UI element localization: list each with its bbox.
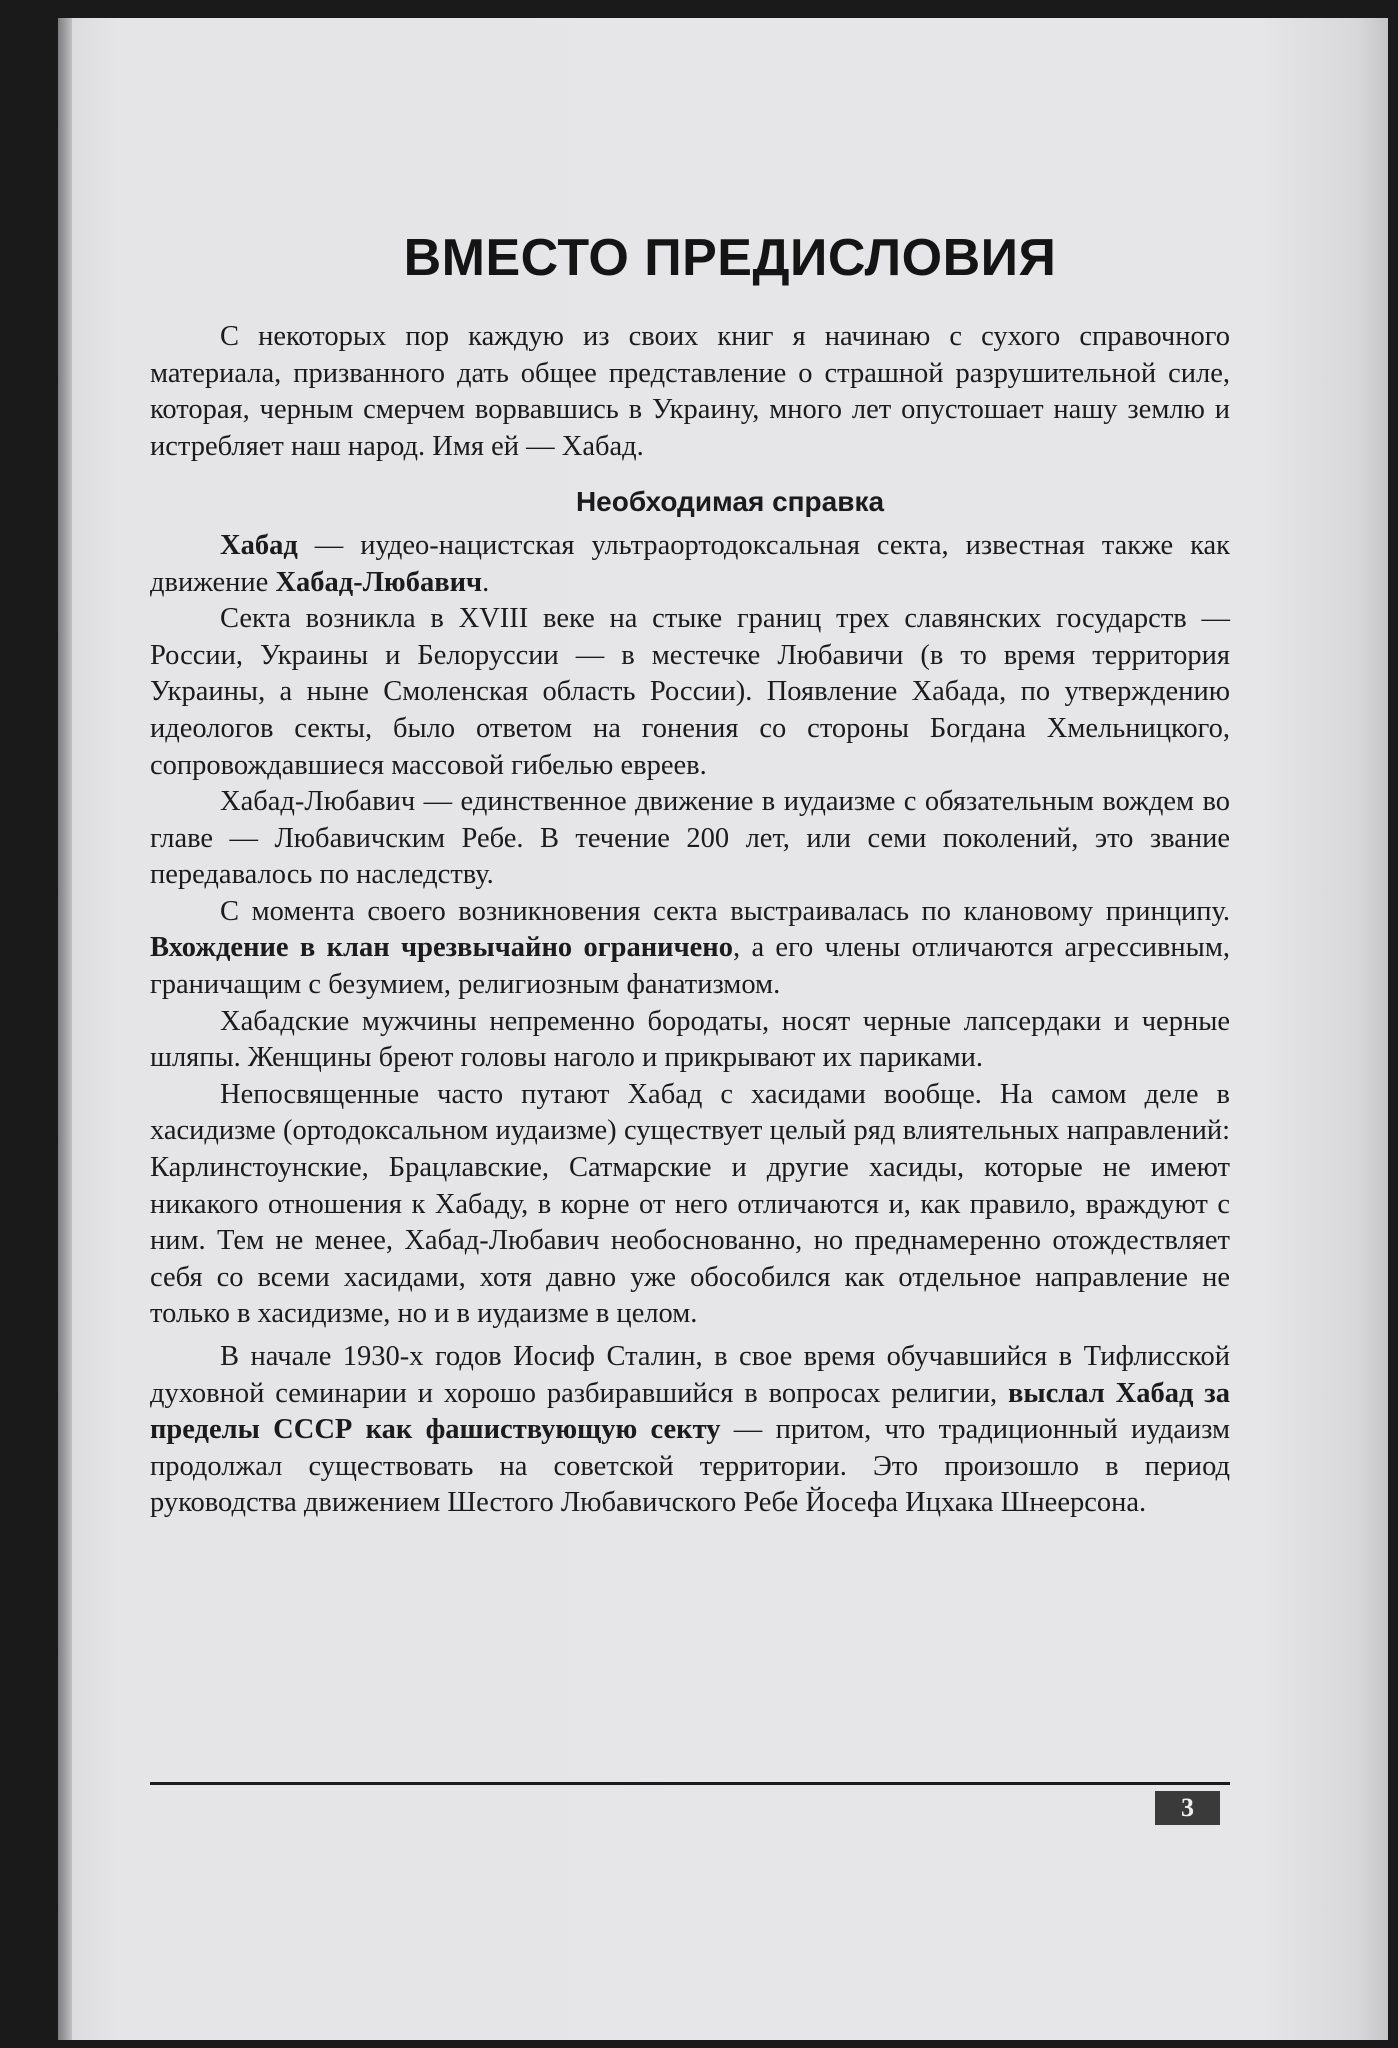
paragraph-leader: Хабад-Любавич — единственное движение в иудаизме с обязательным вождем во главе — Любавичским Ребе. В течение 200 лет, или семи поколений, это звание передавалось по наследству.	[150, 786, 1230, 891]
paragraph-appearance: Хабадские мужчины непременно бородаты, носят черные лапсердаки и черные шляпы. Женщины бреют головы наголо и прикрывают их париками.	[150, 1005, 1230, 1074]
bold-term: Хабад-Любавич	[275, 566, 483, 598]
bold-phrase: Вхождение в клан чрезвычайно ограничено	[150, 932, 733, 964]
text-span: .	[482, 566, 490, 598]
intro-paragraph: С некоторых пор каждую из своих книг я начинаю с сухого справочного материала, призванного дать общее представление о страшной разрушительной силе, которая, черным смерчем ворвавшись в Украину, много лет опустошает нашу землю и истребляет наш народ. Имя ей — Хабад.	[150, 321, 1230, 462]
text-span: , а его члены отличаются агрессивным, граничащим с безумием, религиозным фанатизмом.	[150, 932, 1230, 1001]
page-content	[150, 230, 1230, 1522]
paragraph-hasidim: Непосвященные часто путают Хабад с хасидами вообще. На самом деле в хасидизме (ортодоксальном иудаизме) существует целый ряд влиятельных направлений: Карлинстоунские, Брацлавские, Сатмарские и другие хасиды, которые не имеют никакого отношения к Хабаду, в корне от него отличаются и, как правило, враждуют с ним. Тем не менее, Хабад-Любавич необоснованно, но преднамеренно отождествляет себя со всеми хасидами, хотя давно уже обособился как отдельное направление не только в хасидизме, но и в иудаизме в целом.	[150, 1078, 1230, 1330]
paragraph-habad-definition	[150, 528, 1230, 601]
text-span: — иудео-нацистская ультраортодоксальная секта, известная также как движение	[150, 529, 1230, 598]
paragraph-origin: Секта возникла в XVIII веке на стыке границ трех славянских государств — России, Украины и Белоруссии — в местечке Любавичи (в то время территория Украины, а ныне Смоленская область России). Появление Хабада, по утверждению идеологов секты, было ответом на гонения со стороны Богдана Хмельницкого, сопровождавшиеся массовой гибелью евреев.	[150, 603, 1230, 781]
bold-phrase: выслал Хабад за пределы СССР как фашиствующую секту	[150, 1377, 1230, 1446]
text-span: В начале 1930-х годов Иосиф Сталин, в свое время обучавшийся в Тифлисской духовной семинарии и хорошо разбиравшийся в вопросах религии,	[150, 1341, 1230, 1409]
bold-term: Хабад	[220, 529, 298, 561]
paragraph-clan	[150, 894, 1230, 1004]
book-spine-shadow	[58, 18, 72, 2040]
footer-divider	[150, 1782, 1230, 1785]
text-span: — притом, что традиционный иудаизм продолжал существовать на советской территории. Это произошло в период руководства движением Шестого Любавичского Ребе Йосефа Ицхака Шнеерсона.	[150, 1414, 1230, 1519]
paragraph-stalin	[150, 1339, 1230, 1522]
text-span: С момента своего возникновения секта выстраивалась по клановому принципу.	[220, 895, 1230, 927]
page-number-badge: 3	[1155, 1791, 1220, 1825]
section-subheading: Необходимая справка	[575, 485, 885, 517]
chapter-heading: ВМЕСТО ПРЕДИСЛОВИЯ	[403, 229, 1057, 287]
